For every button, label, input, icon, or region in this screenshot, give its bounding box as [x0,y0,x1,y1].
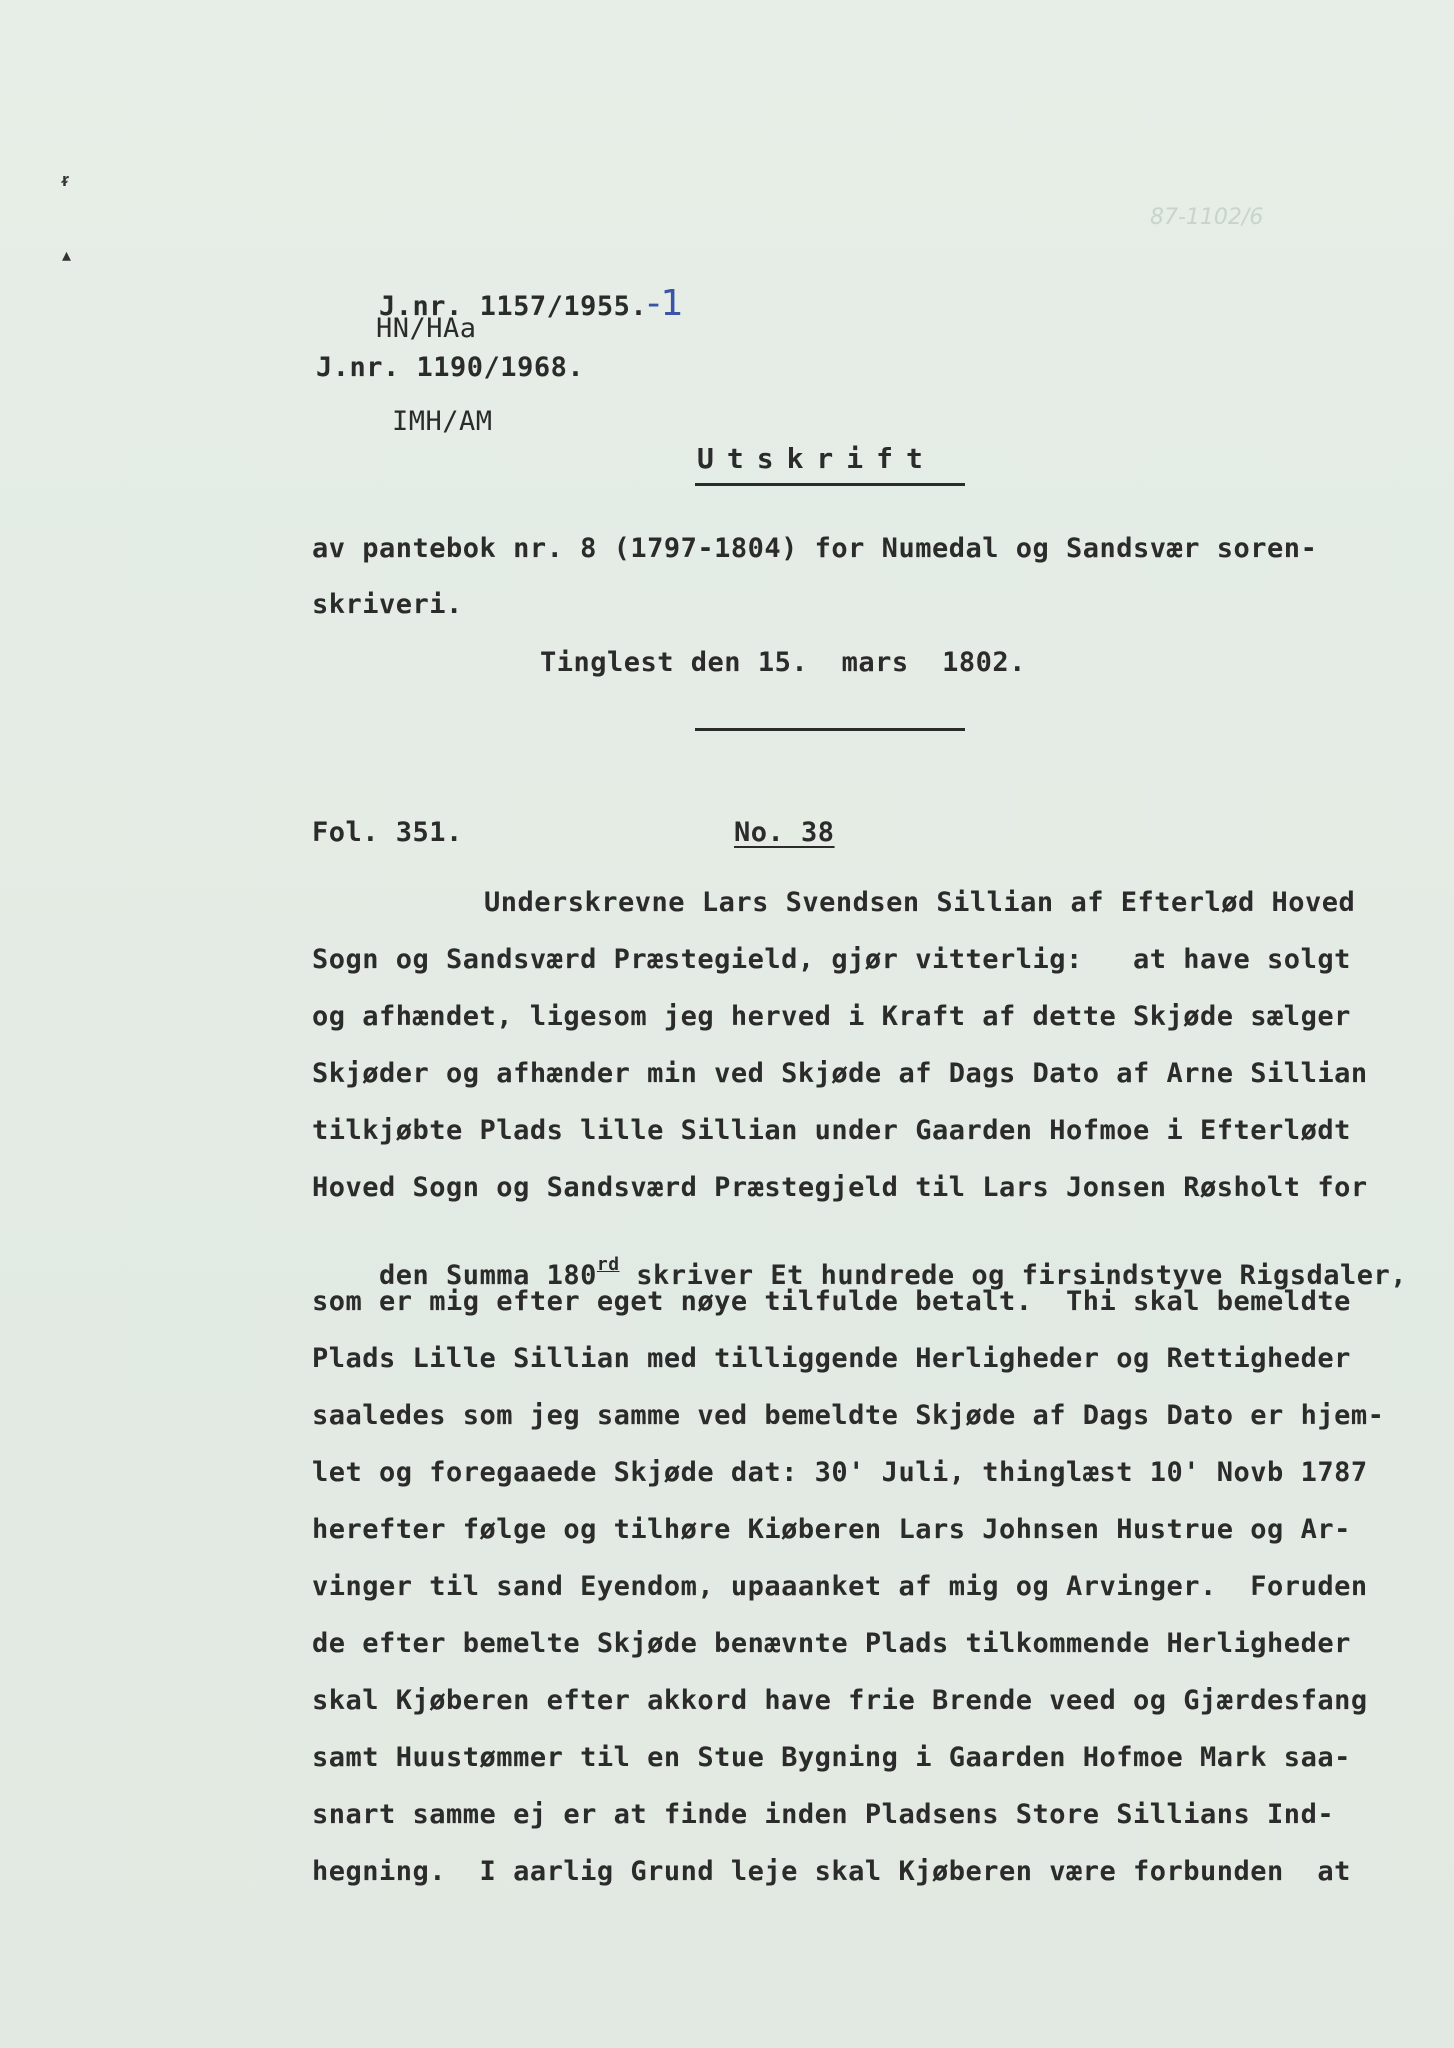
margin-mark-bottom: ▴ [62,245,72,266]
body-line-18: hegning. I aarlig Grund leje skal Kjøberen være forbunden at [312,1856,1351,1887]
body-line-6: Hoved Sogn og Sandsværd Præstegjeld til Lars Jonsen Røsholt for [312,1172,1368,1203]
body-line-1: Underskrevne Lars Svendsen Sillian af Efterlød Hoved [484,887,1356,918]
tinglest-date: Tinglest den 15. mars 1802. [540,647,1026,678]
body-line-16: samt Huustømmer til en Stue Bygning i Gaarden Hofmoe Mark saa- [312,1742,1351,1773]
separator-rule [695,728,965,731]
body-line-4: Skjøder og afhænder min ved Skjøde af Dags Dato af Arne Sillian [312,1058,1368,1089]
body-line-5: tilkjøbte Plads lille Sillian under Gaarden Hofmoe i Efterlødt [312,1115,1351,1146]
document-title: Utskrift [697,442,936,475]
initials-2: IMH/AM [392,406,493,437]
journal-number-1 [312,252,684,355]
body-line-11: let og foregaaede Skjøde dat: 30' Juli, thinglæst 10' Novb 1787 [312,1457,1368,1488]
body-line-10: saaledes som jeg samme ved bemeldte Skjøde af Dags Dato er hjem- [312,1400,1385,1431]
entry-number: No. 38 [734,817,835,848]
body-line-3: og afhændet, ligesom jeg herved i Kraft af dette Skjøde sælger [312,1001,1351,1032]
body-line-17: snart samme ej er at finde inden Pladsens Store Sillians Ind- [312,1799,1335,1830]
journal-number-1-pen-annotation: -1 [647,283,685,324]
body-line-15: skal Kjøberen efter akkord have frie Brende veed og Gjærdesfang [312,1685,1368,1716]
body-line-13: vinger til sand Eyendom, upaaanket af mig og Arvinger. Foruden [312,1571,1368,1602]
rigsdaler-superscript: rd [596,1254,620,1275]
subtitle-line-1: av pantebok nr. 8 (1797-1804) for Numedal og Sandsvær soren- [312,533,1318,564]
initials-1: HN/HAa [376,313,477,344]
body-line-12: herefter følge og tilhøre Kiøberen Lars Johnsen Hustrue og Ar- [312,1514,1351,1545]
body-line-14: de efter bemelte Skjøde benævnte Plads tilkommende Herligheder [312,1628,1351,1659]
margin-mark-top: ᵲ [62,170,70,191]
body-line-8: som er mig efter eget nøye tilfulde betalt. Thi skal bemeldte [312,1286,1351,1317]
body-line-7-start: den Summa 180 [379,1260,597,1291]
folio-number: Fol. 351. [312,817,463,848]
subtitle-line-2: skriveri. [312,589,463,620]
body-line-9: Plads Lille Sillian med tilliggende Herligheder og Rettigheder [312,1343,1351,1374]
body-line-7-rest: skriver Et hundrede og firsindstyve Rigsdaler, [619,1260,1408,1291]
journal-number-2: J.nr. 1190/1968. [316,352,585,383]
title-underline [695,483,965,486]
body-line-2: Sogn og Sandsværd Præstegield, gjør vitterlig: at have solgt [312,944,1351,975]
faint-archive-number: 87-1102/6 [1150,205,1264,230]
journal-number-1-text: J.nr. 1157/1955. [379,291,648,322]
